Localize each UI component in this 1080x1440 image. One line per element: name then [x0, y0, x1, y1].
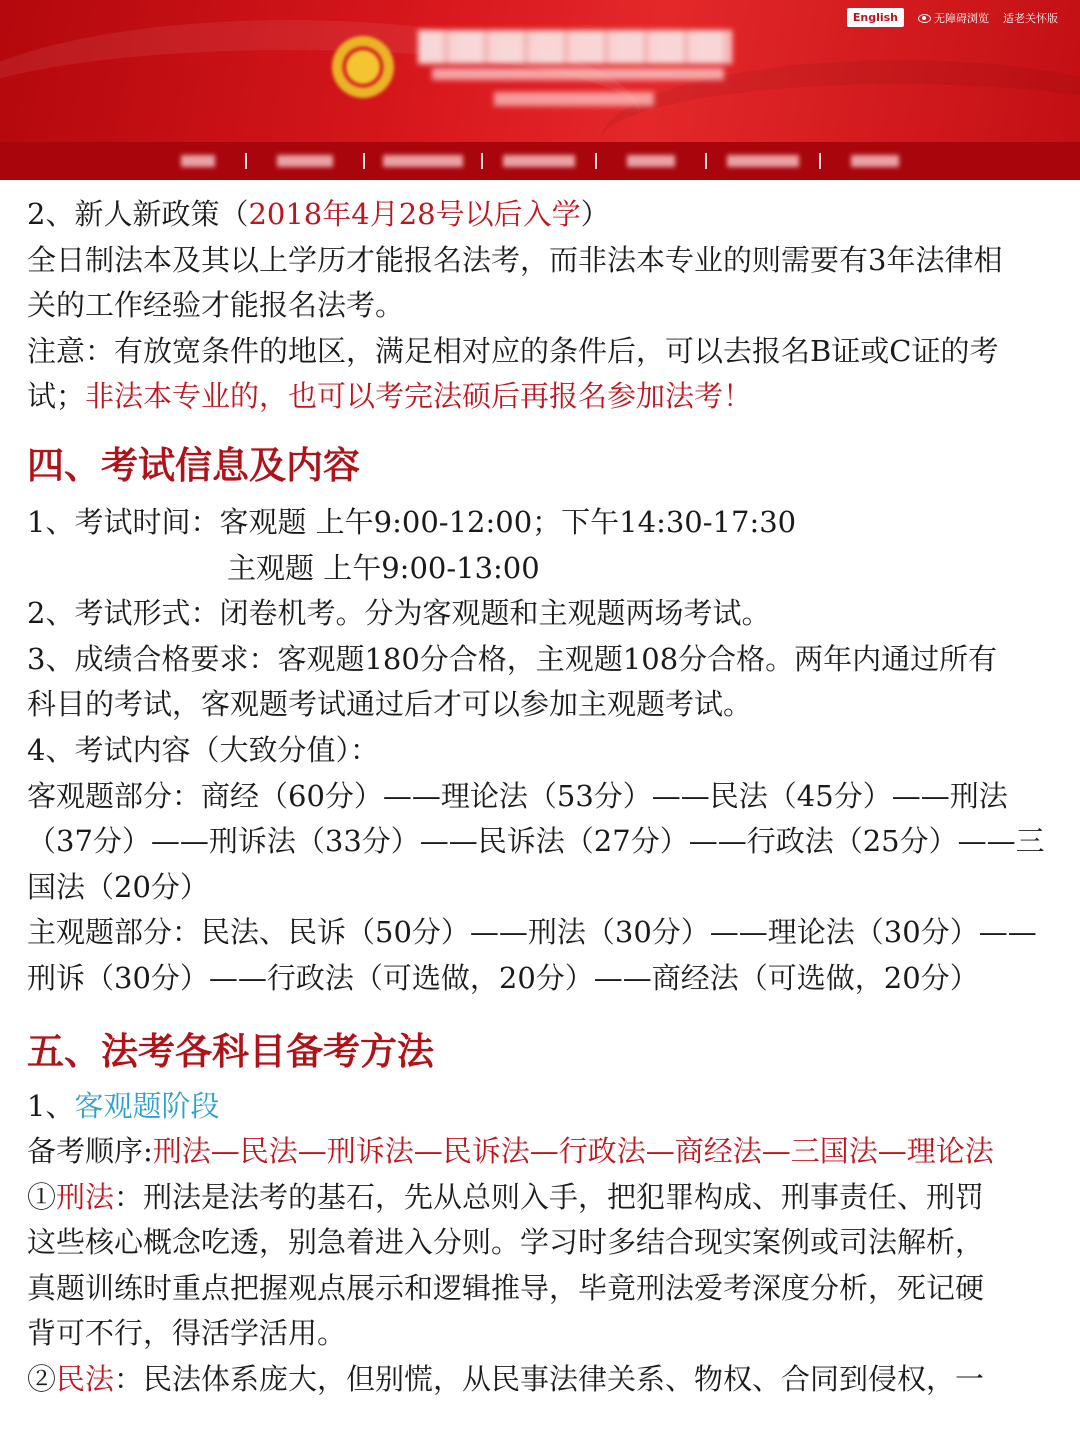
site-subtitle-blurred	[432, 68, 724, 80]
eye-icon	[918, 14, 931, 23]
nav-item-blurred[interactable]	[383, 155, 463, 167]
paragraph-line: 关的工作经验才能报名法考。	[27, 288, 405, 323]
national-emblem-icon	[332, 36, 394, 98]
accessibility-label: 无障碍浏览	[934, 11, 989, 25]
study-order-value: 刑法—民法—刑诉法—民诉法—行政法—商经法—三国法—理论法	[152, 1134, 994, 1169]
paragraph-line: 全日制法本及其以上学历才能报名法考，而非法本专业的则需要有3年法律相	[27, 242, 1003, 277]
paragraph-line: 试；非法本专业的，也可以考完法硕后再报名参加法考！	[27, 379, 753, 414]
article-body	[27, 192, 1057, 1403]
paragraph-line: 注意：有放宽条件的地区，满足相对应的条件后，可以去报名B证或C证的考	[27, 333, 999, 368]
top-links	[847, 8, 1058, 27]
exam-time-line: 主观题 上午9:00-13:00	[227, 550, 540, 585]
nav-item-blurred[interactable]	[277, 155, 333, 167]
paragraph-line: 主观题部分：民法、民诉（50分）——刑法（30分）——理论法（30分）——	[27, 915, 1037, 950]
subject-name: 刑法	[56, 1179, 115, 1214]
section-heading: 四、考试信息及内容	[27, 442, 360, 487]
accessibility-link[interactable]	[918, 10, 989, 26]
paragraph-line: 3、成绩合格要求：客观题180分合格，主观题108分合格。两年内通过所有	[27, 641, 998, 676]
elderly-mode-link[interactable]: 适老关怀版	[1003, 11, 1058, 25]
english-button[interactable]: English	[847, 8, 904, 27]
section-heading: 五、法考各科目备考方法	[27, 1028, 434, 1073]
paragraph-line: 刑诉（30分）——行政法（可选做，20分）——商经法（可选做，20分）	[27, 960, 979, 995]
site-banner	[0, 0, 1080, 180]
nav-divider	[595, 153, 597, 169]
subject-name: 民法	[56, 1362, 115, 1397]
nav-item-blurred[interactable]	[727, 155, 799, 167]
paragraph-line: 2、考试形式：闭卷机考。分为客观题和主观题两场考试。	[27, 596, 771, 631]
site-url-blurred	[494, 92, 654, 106]
nav-item-blurred[interactable]	[627, 155, 675, 167]
stage-title: 1、客观题阶段	[27, 1088, 220, 1123]
nav-divider	[819, 153, 821, 169]
policy-item-2: 2、新人新政策（2018年4月28号以后入学）	[27, 197, 610, 231]
paragraph-line: 4、考试内容（大致分值）：	[27, 732, 379, 767]
nav-item-blurred[interactable]	[851, 155, 899, 167]
nav-divider	[705, 153, 707, 169]
nav-bar	[0, 142, 1080, 180]
paragraph-line: 这些核心概念吃透，别急着进入分则。学习时多结合现实案例或司法解析，	[27, 1225, 985, 1260]
nav-divider	[481, 153, 483, 169]
policy-date: 2018年4月28号以后入学	[248, 197, 581, 231]
paragraph-line: 客观题部分：商经（60分）——理论法（53分）——民法（45分）——刑法	[27, 778, 1008, 813]
study-order: 备考顺序:刑法—民法—刑诉法—民诉法—行政法—商经法—三国法—理论法	[27, 1134, 994, 1169]
paragraph-line: 真题训练时重点把握观点展示和逻辑推导，毕竟刑法爱考深度分析，死记硬	[27, 1270, 985, 1305]
site-title-blurred	[418, 30, 732, 64]
exam-time-line: 1、考试时间：客观题 上午9:00-12:00；下午14:30-17:30	[27, 504, 797, 539]
paragraph-line: 背可不行，得活学活用。	[27, 1316, 347, 1351]
paragraph-line: 国法（20分）	[27, 869, 209, 904]
nav-divider	[245, 153, 247, 169]
paragraph-line: 科目的考试，客观题考试通过后才可以参加主观题考试。	[27, 687, 753, 722]
stage-label: 客观题阶段	[74, 1088, 220, 1123]
nav-divider	[363, 153, 365, 169]
nav-item-blurred[interactable]	[503, 155, 575, 167]
paragraph-line: ①刑法：刑法是法考的基石，先从总则入手，把犯罪构成、刑事责任、刑罚	[27, 1179, 985, 1214]
paragraph-line: ②民法：民法体系庞大，但别慌，从民事法律关系、物权、合同到侵权，一	[27, 1362, 985, 1397]
nav-item-blurred[interactable]	[181, 155, 215, 167]
highlight-text: 非法本专业的，也可以考完法硕后再报名参加法考！	[85, 379, 753, 414]
paragraph-line: （37分）——刑诉法（33分）——民诉法（27分）——行政法（25分）——三	[27, 824, 1045, 859]
